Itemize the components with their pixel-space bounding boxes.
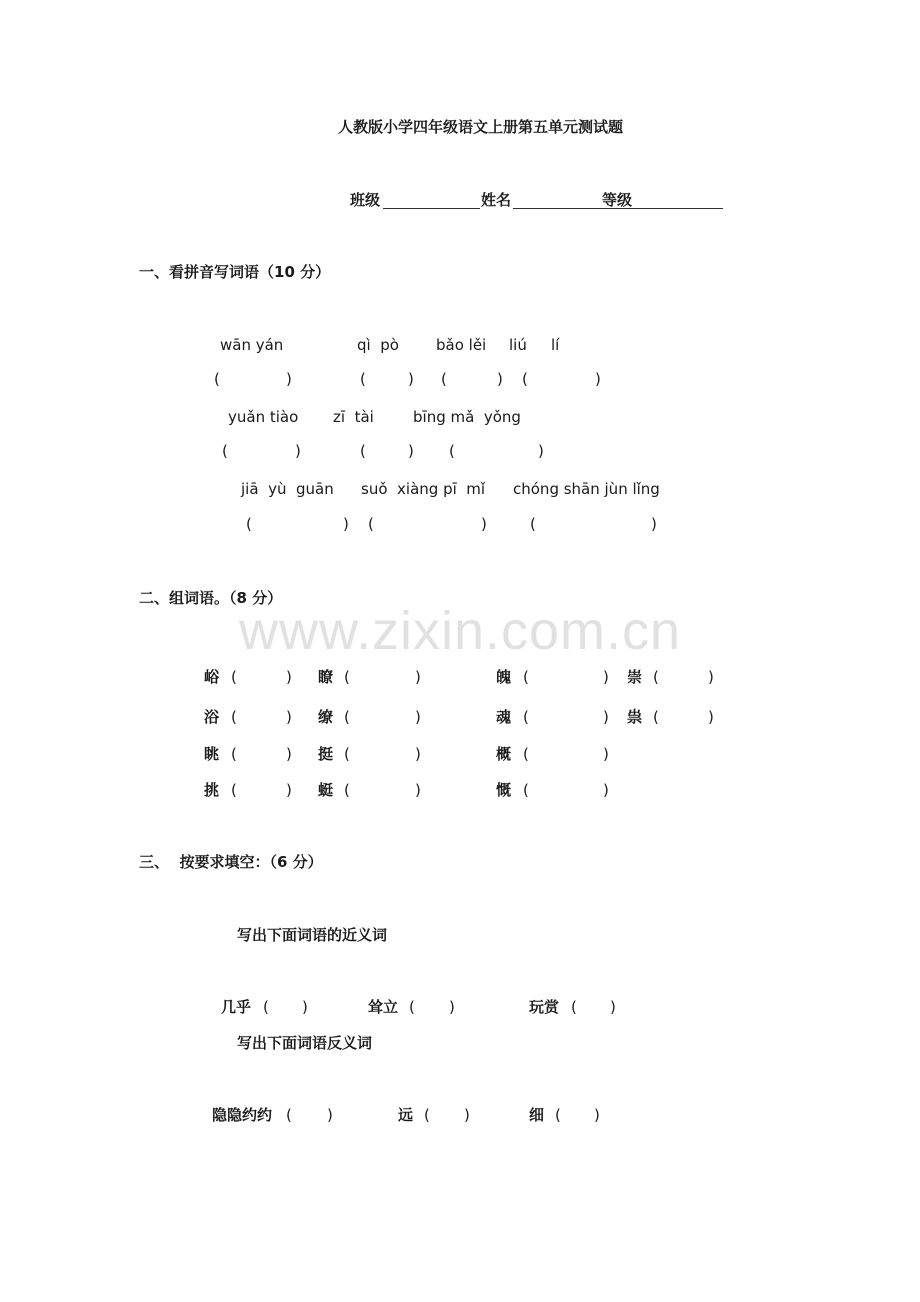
char-item: 挺 <box>318 745 334 763</box>
answer-paren-close: ) <box>415 745 421 763</box>
answer-paren-close: ) <box>603 708 609 726</box>
section-3-heading: 三、 按要求填空：（6 分） <box>139 853 323 871</box>
section-1-heading: 一、看拼音写词语（10 分） <box>139 263 331 281</box>
answer-paren-open[interactable]: ( <box>246 515 252 533</box>
answer-paren-close: ) <box>481 515 487 533</box>
char-item: 眺 <box>204 745 220 763</box>
answer-paren-close: ) <box>594 1106 600 1124</box>
answer-paren-open[interactable]: ( <box>231 781 237 799</box>
answer-paren-open[interactable]: ( <box>523 745 529 763</box>
answer-paren-close: ) <box>415 708 421 726</box>
answer-paren-open[interactable]: ( <box>286 1106 292 1124</box>
pinyin-bing-ma-yong: bīng mǎ yǒng <box>413 408 521 426</box>
char-item: 瞭 <box>318 668 334 686</box>
section-2-heading: 二、组词语。（8 分） <box>139 589 283 607</box>
pinyin-li: lí <box>551 336 560 354</box>
answer-paren-open[interactable]: ( <box>653 708 659 726</box>
watermark: www.zixin.com.cn <box>238 601 682 661</box>
answer-paren-open[interactable]: ( <box>231 668 237 686</box>
answer-paren-open[interactable]: ( <box>344 745 350 763</box>
answer-paren-open[interactable]: ( <box>571 998 577 1016</box>
answer-paren-open[interactable]: ( <box>344 708 350 726</box>
answer-paren-close: ) <box>286 745 292 763</box>
grade-label: 等级 <box>602 191 633 209</box>
answer-paren-close: ) <box>603 745 609 763</box>
char-item: 魄 <box>496 668 512 686</box>
answer-paren-close: ) <box>651 515 657 533</box>
answer-paren-open[interactable]: ( <box>523 668 529 686</box>
pinyin-suo-xiang-pi-mi: suǒ xiàng pī mǐ <box>361 480 486 498</box>
answer-paren-close: ) <box>286 781 292 799</box>
char-item: 祟 <box>627 708 643 726</box>
answer-paren-close: ) <box>538 442 544 460</box>
answer-paren-open[interactable]: ( <box>344 668 350 686</box>
answer-paren-open[interactable]: ( <box>522 370 528 388</box>
char-item: 概 <box>496 745 512 763</box>
answer-paren-close: ) <box>603 781 609 799</box>
word-yuan: 远 <box>398 1106 414 1124</box>
pinyin-jia-yu-guan: jiā yù guān <box>241 480 334 498</box>
answer-paren-open[interactable]: ( <box>222 442 228 460</box>
answer-paren-open[interactable]: ( <box>555 1106 561 1124</box>
answer-paren-close: ) <box>464 1106 470 1124</box>
answer-paren-close: ) <box>286 370 292 388</box>
answer-paren-close: ) <box>286 668 292 686</box>
answer-paren-close: ) <box>497 370 503 388</box>
char-item: 缭 <box>318 708 334 726</box>
char-item: 崇 <box>627 668 643 686</box>
answer-paren-close: ) <box>415 781 421 799</box>
answer-paren-close: ) <box>343 515 349 533</box>
answer-paren-close: ) <box>610 998 616 1016</box>
answer-paren-close: ) <box>408 370 414 388</box>
answer-paren-open[interactable]: ( <box>360 442 366 460</box>
pinyin-liu: liú <box>509 336 527 354</box>
answer-paren-close: ) <box>603 668 609 686</box>
answer-paren-open[interactable]: ( <box>368 515 374 533</box>
char-item: 浴 <box>204 708 220 726</box>
pinyin-bao-lei: bǎo lěi <box>436 336 487 354</box>
answer-paren-close: ) <box>708 668 714 686</box>
page-title: 人教版小学四年级语文上册第五单元测试题 <box>338 118 624 136</box>
answer-paren-open[interactable]: ( <box>214 370 220 388</box>
pinyin-qi-po: qì pò <box>357 336 399 354</box>
answer-paren-close: ) <box>408 442 414 460</box>
answer-paren-close: ) <box>415 668 421 686</box>
class-label: 班级 <box>350 191 381 209</box>
name-label: 姓名 <box>481 191 512 209</box>
answer-paren-open[interactable]: ( <box>263 998 269 1016</box>
answer-paren-close: ) <box>295 442 301 460</box>
pinyin-yuan-tiao: yuǎn tiào <box>228 408 299 426</box>
class-blank[interactable] <box>383 208 480 209</box>
answer-paren-open[interactable]: ( <box>424 1106 430 1124</box>
char-item: 挑 <box>204 781 220 799</box>
answer-paren-open[interactable]: ( <box>523 708 529 726</box>
answer-paren-open[interactable]: ( <box>231 708 237 726</box>
char-item: 蜓 <box>318 781 334 799</box>
word-yinyin-yueyue: 隐隐约约 <box>212 1106 273 1124</box>
word-jihu: 几乎 <box>221 998 252 1016</box>
answer-paren-close: ) <box>708 708 714 726</box>
answer-paren-close: ) <box>286 708 292 726</box>
answer-paren-open[interactable]: ( <box>530 515 536 533</box>
pinyin-zi-tai: zī tài <box>333 408 374 426</box>
answer-paren-open[interactable]: ( <box>523 781 529 799</box>
answer-paren-open[interactable]: ( <box>653 668 659 686</box>
answer-paren-close: ) <box>302 998 308 1016</box>
word-songli: 耸立 <box>368 998 399 1016</box>
answer-paren-close: ) <box>449 998 455 1016</box>
char-item: 峪 <box>204 668 220 686</box>
answer-paren-open[interactable]: ( <box>231 745 237 763</box>
char-item: 慨 <box>496 781 512 799</box>
antonym-prompt: 写出下面词语反义词 <box>237 1034 373 1052</box>
synonym-prompt: 写出下面词语的近义词 <box>237 926 388 944</box>
answer-paren-open[interactable]: ( <box>449 442 455 460</box>
answer-paren-open[interactable]: ( <box>360 370 366 388</box>
word-xi: 细 <box>529 1106 545 1124</box>
pinyin-wan-yan: wān yán <box>220 336 284 354</box>
answer-paren-open[interactable]: ( <box>409 998 415 1016</box>
char-item: 魂 <box>496 708 512 726</box>
word-wanshang: 玩赏 <box>529 998 560 1016</box>
answer-paren-close: ) <box>595 370 601 388</box>
pinyin-chong-shan-jun-ling: chóng shān jùn lǐng <box>513 480 660 498</box>
answer-paren-open[interactable]: ( <box>441 370 447 388</box>
answer-paren-close: ) <box>327 1106 333 1124</box>
answer-paren-open[interactable]: ( <box>344 781 350 799</box>
